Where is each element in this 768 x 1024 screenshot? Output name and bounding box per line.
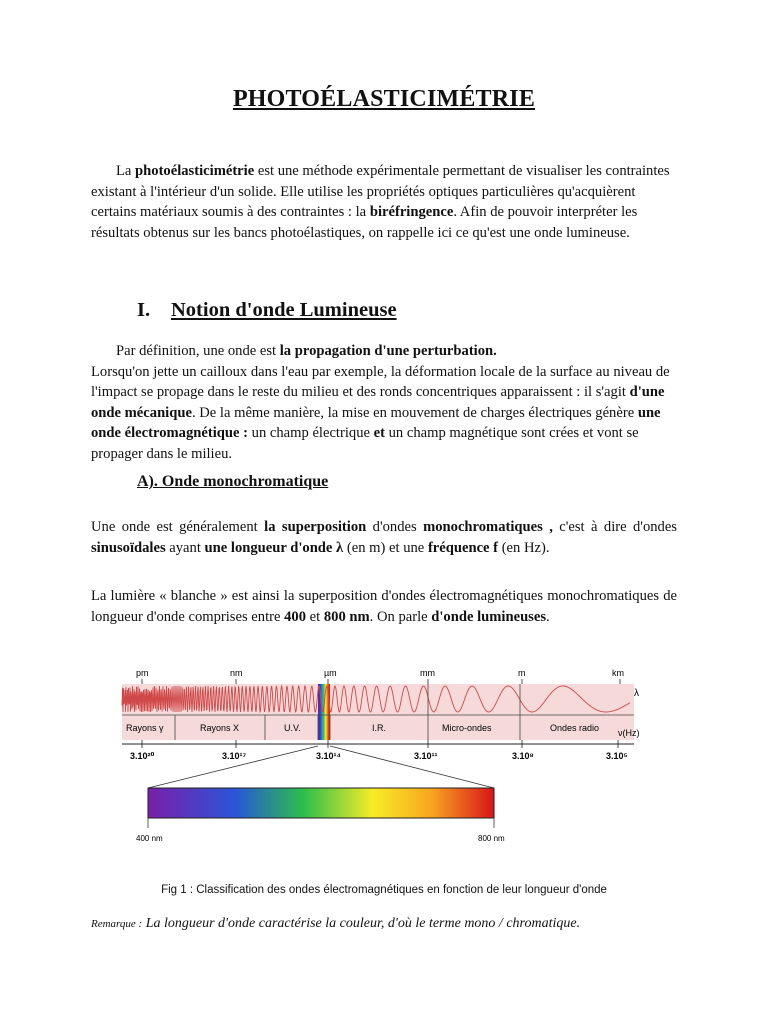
unit-label: pm <box>136 668 149 678</box>
section-number: I. <box>137 299 151 321</box>
bold-term: une longueur d'onde λ <box>204 539 344 556</box>
bold-term: 400 <box>284 608 306 625</box>
visible-max-label: 800 nm <box>478 834 505 843</box>
band-label: U.V. <box>284 723 301 733</box>
band-label: Micro-ondes <box>442 723 492 733</box>
subsection-heading: A). Onde monochromatique <box>137 473 329 490</box>
unit-label: m <box>518 668 526 678</box>
text: La lumière « blanche » est ainsi la superposition d'ondes électromagnétiques monochromatiques de longueur d'onde comprises entre <box>91 588 677 625</box>
text: c'est à dire d'ondes <box>552 519 677 535</box>
remark-label: Remarque : <box>91 918 143 930</box>
white-light-paragraph <box>91 586 677 627</box>
unit-label: km <box>612 668 624 678</box>
visible-spectrum <box>148 788 494 818</box>
text: (en Hz). <box>498 539 550 556</box>
bold-term: la superposition <box>264 519 367 535</box>
freq-tick-label: 3.10¹⁴ <box>316 751 341 761</box>
bold-term: photoélasticimétrie <box>135 163 255 179</box>
section-title: Notion d'onde Lumineuse <box>171 299 397 321</box>
band-label: I.R. <box>372 723 387 733</box>
text: d'ondes <box>366 519 424 535</box>
section-heading <box>137 299 397 322</box>
text: . Afin de pouvoir interpréter les résultats obtenus sur les bancs photoélastiques, on rappelle ici ce qu'est une onde lumineuse. <box>91 204 638 241</box>
text: Par définition, une onde est <box>116 343 280 359</box>
text: . On parle <box>369 608 432 625</box>
page-title: PHOTOÉLASTICIMÉTRIE <box>232 86 536 112</box>
bold-term: une onde électromagnétique : <box>91 404 661 441</box>
bold-term: d'une onde mécanique <box>91 384 665 421</box>
text: Lorsqu'on jette un cailloux dans l'eau par exemple, la déformation locale de la surface au niveau de l'impact se propage dans le reste du milieu et des ronds concentriques apparaissent : il s'agit <box>91 363 670 400</box>
freq-tick-label: 3.10⁸ <box>512 751 534 761</box>
text: est une méthode expérimentale permettant de visualiser les contraintes existant à l'intérieur d'un solide. Elle utilise les propriétés optiques particulières qu'acquièrent certains matériaux soumis à des contraintes : la <box>91 163 670 220</box>
bold-term: monochromatiques , <box>423 519 553 535</box>
figure-caption: Fig 1 : Classification des ondes électromagnétiques en fonction de leur longueur d'onde <box>161 884 607 896</box>
bold-term: et <box>373 425 385 441</box>
text: Une onde est généralement <box>91 519 265 535</box>
intro-paragraph <box>91 161 681 243</box>
freq-tick-label: 3.10¹¹ <box>414 751 438 761</box>
freq-tick-label: 3.10⁵ <box>606 751 628 761</box>
text: . <box>546 608 550 625</box>
bold-term: 800 nm <box>323 608 370 625</box>
bold-term: sinusoïdales <box>91 539 166 556</box>
section1-paragraph <box>91 341 691 464</box>
text: un champ électrique <box>248 425 374 441</box>
remark <box>91 916 691 932</box>
freq-tick-label: 3.10²⁰ <box>130 751 155 761</box>
text: La <box>116 163 136 179</box>
bold-term: fréquence f <box>427 539 499 556</box>
unit-label: µm <box>324 668 337 678</box>
text: (en m) et une <box>343 539 428 556</box>
projection-line <box>330 746 494 788</box>
text: . De la même manière, la mise en mouvement de charges électriques génère <box>191 404 638 421</box>
visible-min-label: 400 nm <box>136 834 163 843</box>
text: un champ magnétique sont crées et vont se propager dans le milieu. <box>91 425 639 462</box>
band-label: Rayons X <box>200 723 240 733</box>
text: et <box>306 608 324 625</box>
text: ayant <box>165 539 205 556</box>
unit-label: mm <box>420 668 435 678</box>
remark-text: La longueur d'onde caractérise la couleur, d'où le terme mono / chromatique. <box>142 916 581 931</box>
bold-term: biréfringence <box>369 204 454 220</box>
band-label: Rayons γ <box>126 723 164 733</box>
freq-tick-label: 3.10¹⁷ <box>222 751 247 761</box>
monochromatic-paragraph <box>91 517 677 558</box>
unit-ticks <box>142 679 620 684</box>
bold-term: la propagation d'une perturbation. <box>279 343 497 359</box>
unit-label: nm <box>230 668 243 678</box>
bold-term: d'onde lumineuses <box>431 608 547 625</box>
lambda-label: λ <box>634 688 639 699</box>
band-label: Ondes radio <box>550 723 600 733</box>
freq-axis-label: ν(Hz) <box>618 728 640 738</box>
em-spectrum-figure <box>120 664 648 854</box>
